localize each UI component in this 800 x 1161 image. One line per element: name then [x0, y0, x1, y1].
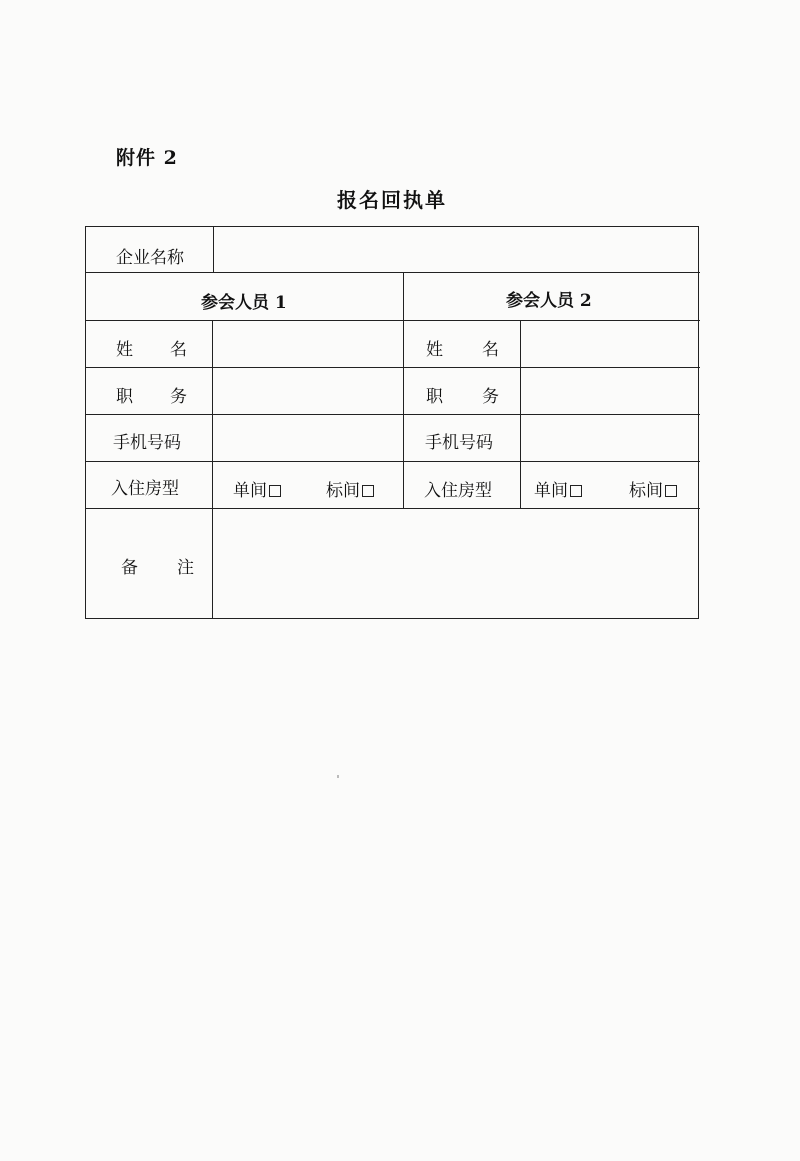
row-divider: [86, 320, 700, 321]
attendee-1-name-field[interactable]: [216, 323, 401, 366]
attendee-2-standard-room-option[interactable]: [629, 481, 677, 501]
remarks-label-left-char: 备: [121, 558, 138, 578]
company-name-label: 企业名称: [116, 248, 184, 268]
registration-form-table: [85, 226, 699, 619]
attendee-1-single-room-option[interactable]: [233, 481, 281, 501]
attendee-1-phone-field[interactable]: [216, 417, 401, 460]
row-divider: [86, 272, 700, 273]
remarks-field[interactable]: [216, 511, 696, 615]
form-title: 报名回执单: [337, 188, 447, 212]
annex-label: 附件 2: [116, 147, 178, 169]
phone-label: 手机号码: [113, 433, 181, 453]
column-divider: [403, 272, 404, 508]
row-divider: [86, 508, 700, 509]
position-label-right-char: 务: [482, 387, 499, 407]
name-label-left-char: 姓: [116, 340, 133, 360]
standard-room-label: 标间: [629, 481, 663, 501]
checkbox[interactable]: [570, 485, 582, 497]
row-divider: [86, 414, 700, 415]
checkbox[interactable]: [362, 485, 374, 497]
checkbox[interactable]: [269, 485, 281, 497]
room-type-label: 入住房型: [424, 481, 492, 501]
room-type-label: 入住房型: [111, 479, 179, 499]
scan-speck: [337, 775, 339, 778]
attendee-1-header: 参会人员 1: [201, 293, 287, 313]
remarks-label-right-char: 注: [177, 558, 194, 578]
company-name-field[interactable]: [216, 229, 696, 271]
name-label-right-char: 名: [170, 340, 187, 360]
attendee-2-single-room-option[interactable]: [534, 481, 582, 501]
attendee-2-phone-field[interactable]: [523, 417, 697, 460]
column-divider: [212, 320, 213, 618]
position-label-left-char: 职: [116, 387, 133, 407]
phone-label: 手机号码: [425, 433, 493, 453]
standard-room-label: 标间: [326, 481, 360, 501]
checkbox[interactable]: [665, 485, 677, 497]
row-divider: [86, 461, 700, 462]
attendee-2-header: 参会人员 2: [506, 291, 592, 311]
attendee-2-position-field[interactable]: [523, 370, 697, 413]
name-label-left-char: 姓: [426, 340, 443, 360]
position-label-left-char: 职: [426, 387, 443, 407]
attendee-1-standard-room-option[interactable]: [326, 481, 374, 501]
attendee-1-position-field[interactable]: [216, 370, 401, 413]
column-divider: [520, 320, 521, 508]
attendee-2-name-field[interactable]: [523, 323, 697, 366]
column-divider: [213, 227, 214, 272]
name-label-right-char: 名: [482, 340, 499, 360]
single-room-label: 单间: [534, 481, 568, 501]
single-room-label: 单间: [233, 481, 267, 501]
position-label-right-char: 务: [170, 387, 187, 407]
row-divider: [86, 367, 700, 368]
